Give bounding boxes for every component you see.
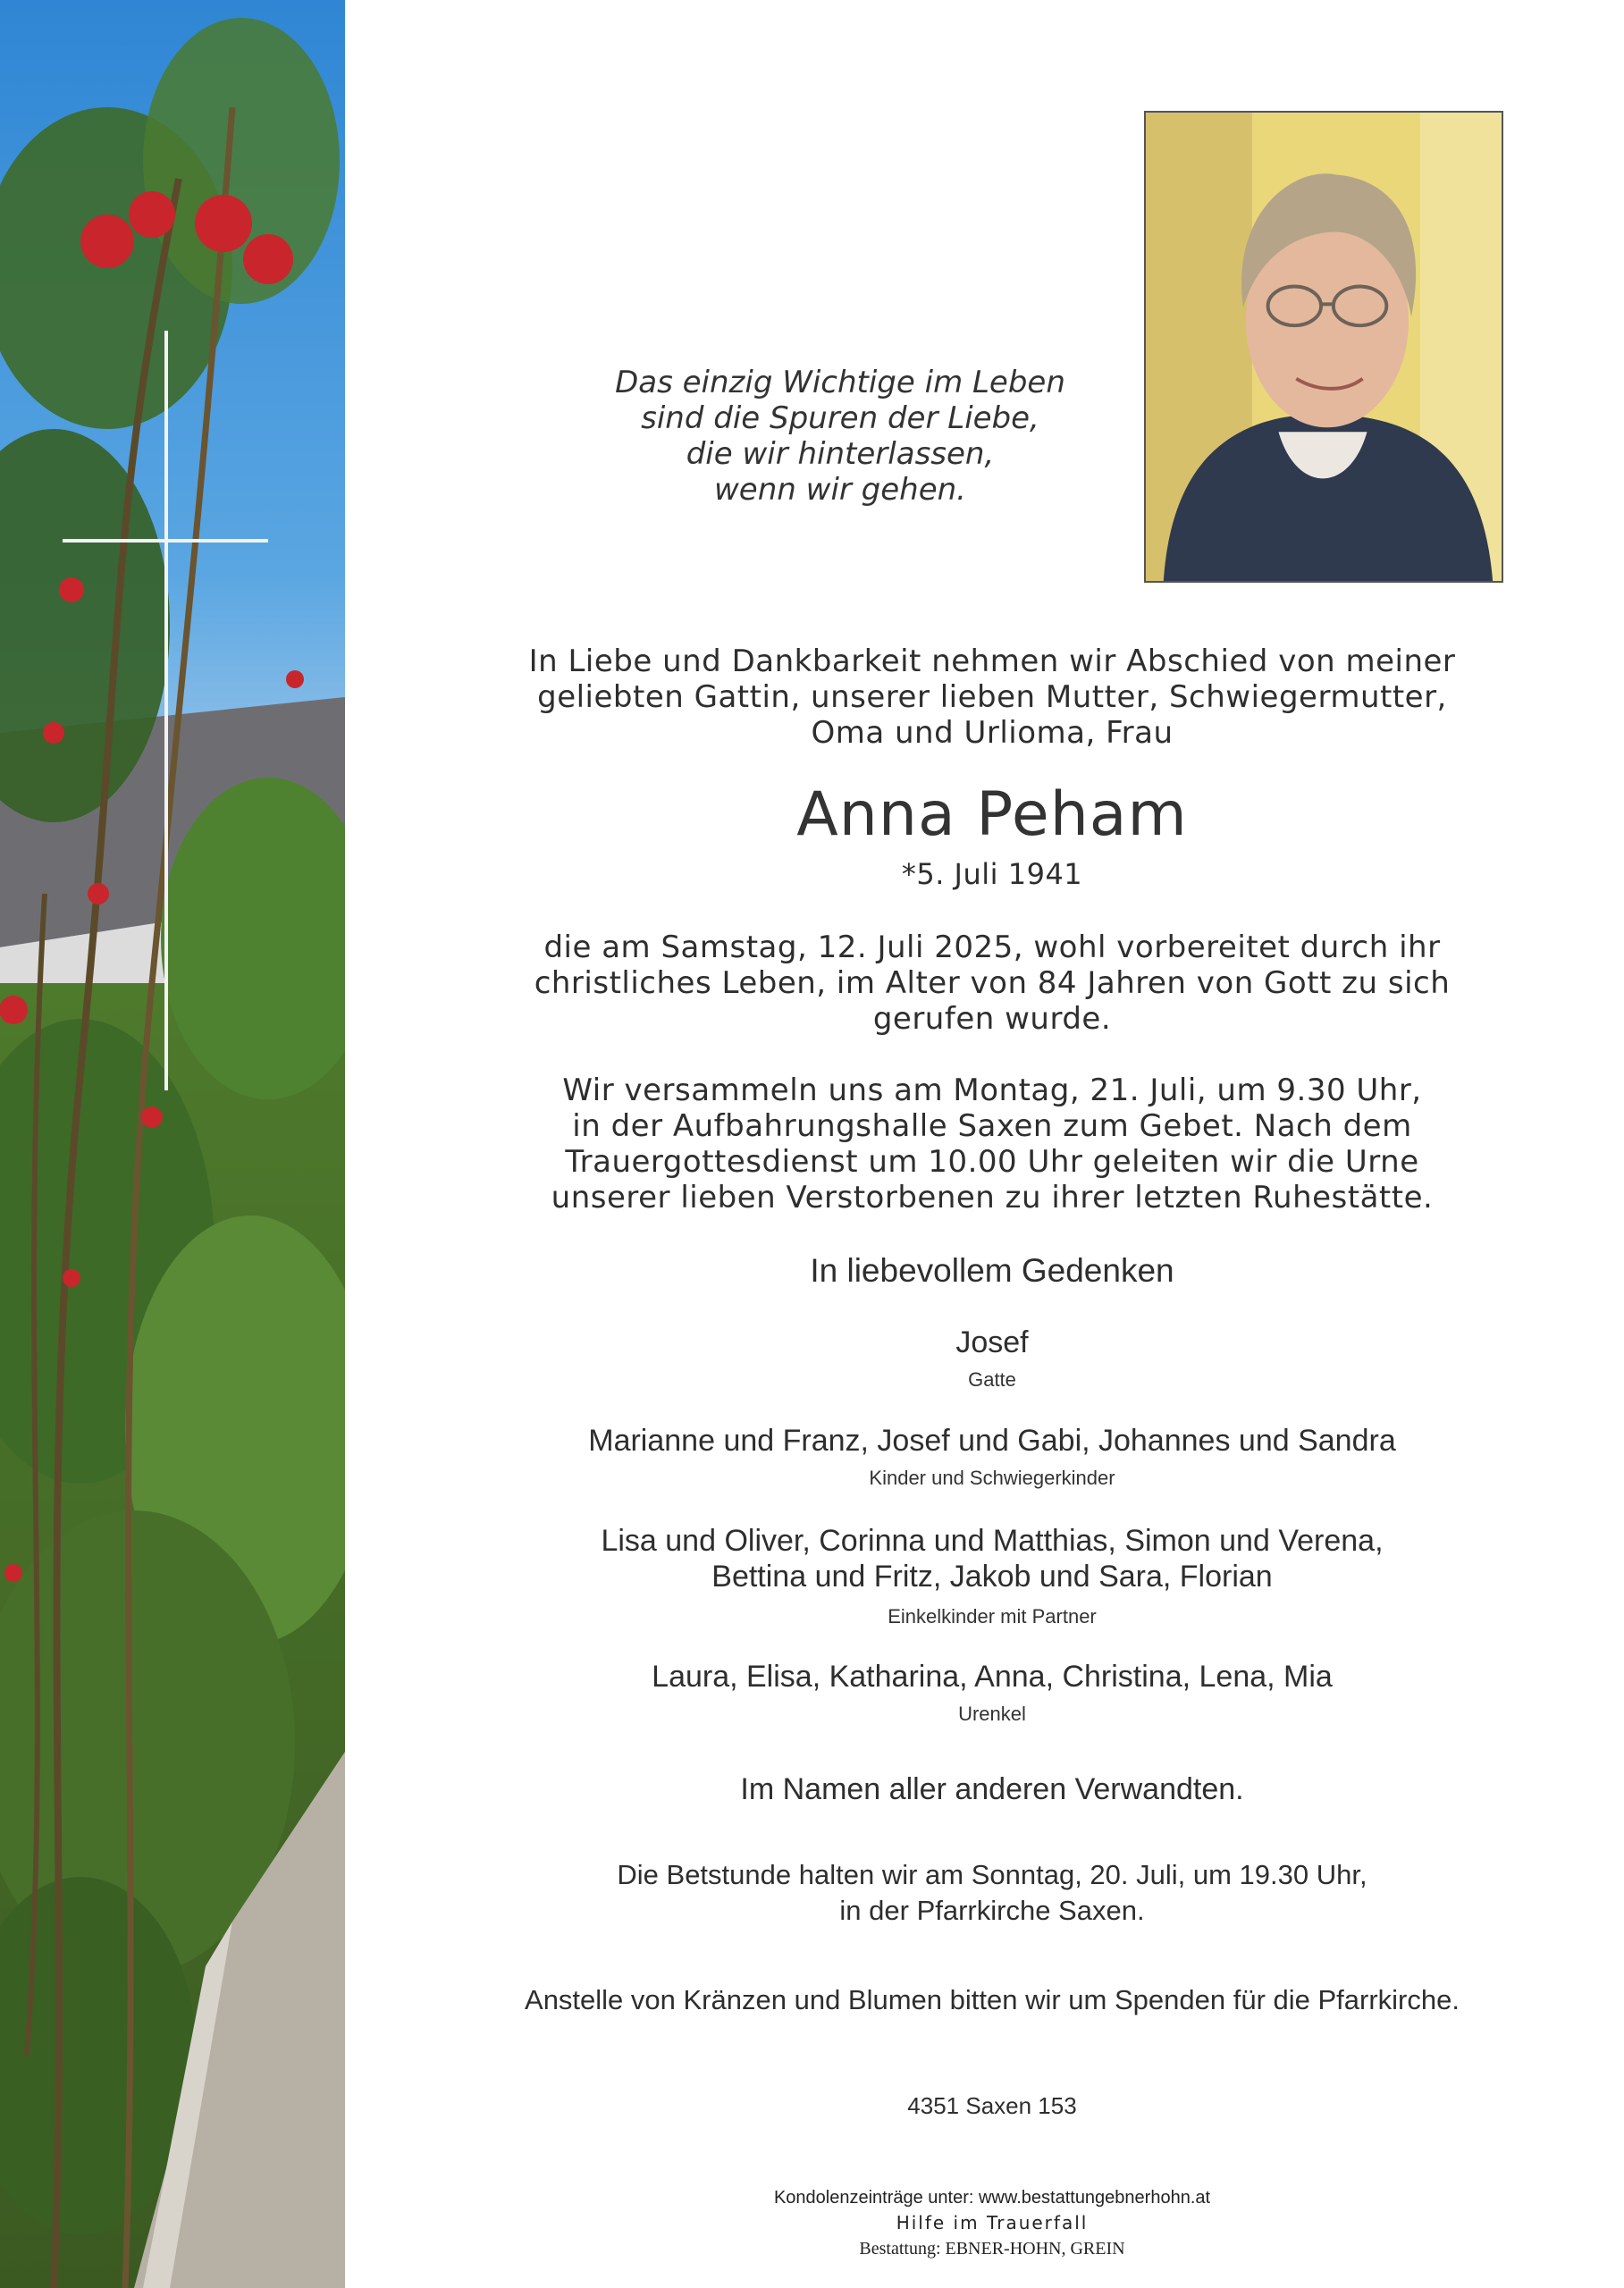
birth-date: *5. Juli 1941 bbox=[901, 857, 1083, 891]
intro-line: Oma und Urlioma, Frau bbox=[811, 715, 1174, 751]
address: 4351 Saxen 153 bbox=[907, 2092, 1077, 2119]
gathering-line: unserer lieben Verstorbenen zu ihrer letzten Ruhestätte. bbox=[551, 1180, 1434, 1216]
intro-line: geliebten Gattin, unserer lieben Mutter, Schwiegermutter, bbox=[537, 679, 1447, 715]
rose-garden-image bbox=[0, 0, 345, 2288]
death-notice-line: christliches Leben, im Alter von 84 Jahren von Gott zu sich bbox=[534, 965, 1451, 1001]
gathering-line: Wir versammeln uns am Montag, 21. Juli, um 9.30 Uhr, bbox=[562, 1072, 1422, 1108]
quote-line: Das einzig Wichtige im Leben bbox=[615, 365, 1065, 400]
undertaker-name: Bestattung: EBNER-HOHN, GREIN bbox=[859, 2239, 1125, 2259]
rose-garden-photo-strip bbox=[0, 0, 345, 2288]
prayer-line: Die Betstunde halten wir am Sonntag, 20. Juli, um 19.30 Uhr, bbox=[617, 1859, 1367, 1890]
gathering-notice bbox=[465, 1072, 1519, 1216]
mourner-relation: Gatte bbox=[968, 1368, 1016, 1391]
intro-paragraph bbox=[465, 644, 1519, 751]
prayer-notice bbox=[465, 1857, 1519, 1929]
mourner-names-line: Lisa und Oliver, Corinna und Matthias, Simon und Verena, bbox=[601, 1524, 1384, 1558]
memorial-quote bbox=[536, 365, 1144, 508]
quote-line: die wir hinterlassen, bbox=[686, 436, 995, 472]
death-notice bbox=[465, 930, 1519, 1037]
undertaker-slogan: Hilfe im Trauerfall bbox=[896, 2212, 1089, 2233]
deceased-name: Anna Peham bbox=[796, 779, 1188, 850]
gathering-line: Trauergottesdienst um 10.00 Uhr geleiten wir die Urne bbox=[565, 1144, 1419, 1180]
mourner-names-line: Bettina und Fritz, Jakob und Sara, Florian bbox=[711, 1560, 1273, 1594]
mourners-heading: In liebevollem Gedenken bbox=[810, 1252, 1174, 1289]
mourner-relation: Kinder und Schwiegerkinder bbox=[869, 1467, 1115, 1489]
donation-request: Anstelle von Kränzen und Blumen bitten wir um Spenden für die Pfarrkirche. bbox=[525, 1984, 1460, 2015]
other-relatives: Im Namen aller anderen Verwandten. bbox=[740, 1772, 1244, 1806]
mourner-names: Josef bbox=[955, 1325, 1029, 1359]
mourner-names: Marianne und Franz, Josef und Gabi, Johannes und Sandra bbox=[588, 1424, 1396, 1458]
mourner-relation: Urenkel bbox=[958, 1703, 1026, 1725]
death-notice-line: gerufen wurde. bbox=[872, 1001, 1112, 1037]
intro-line: In Liebe und Dankbarkeit nehmen wir Abschied von meiner bbox=[528, 644, 1456, 679]
mourner-names: Laura, Elisa, Katharina, Anna, Christina, Lena, Mia bbox=[652, 1660, 1333, 1694]
gathering-line: in der Aufbahrungshalle Saxen zum Gebet. Nach dem bbox=[572, 1108, 1412, 1144]
quote-line: wenn wir gehen. bbox=[714, 472, 966, 508]
quote-line: sind die Spuren der Liebe, bbox=[641, 400, 1039, 436]
death-notice-line: die am Samstag, 12. Juli 2025, wohl vorbereitet durch ihr bbox=[543, 930, 1441, 965]
mourner-names bbox=[465, 1523, 1519, 1594]
condolence-link[interactable]: Kondolenzeinträge unter: www.bestattungebnerhohn.at bbox=[773, 2188, 1211, 2208]
mourner-relation: Einkelkinder mit Partner bbox=[888, 1605, 1097, 1628]
prayer-line: in der Pfarrkirche Saxen. bbox=[839, 1895, 1145, 1926]
portrait-photo bbox=[1144, 111, 1503, 583]
portrait-image bbox=[1146, 113, 1502, 581]
